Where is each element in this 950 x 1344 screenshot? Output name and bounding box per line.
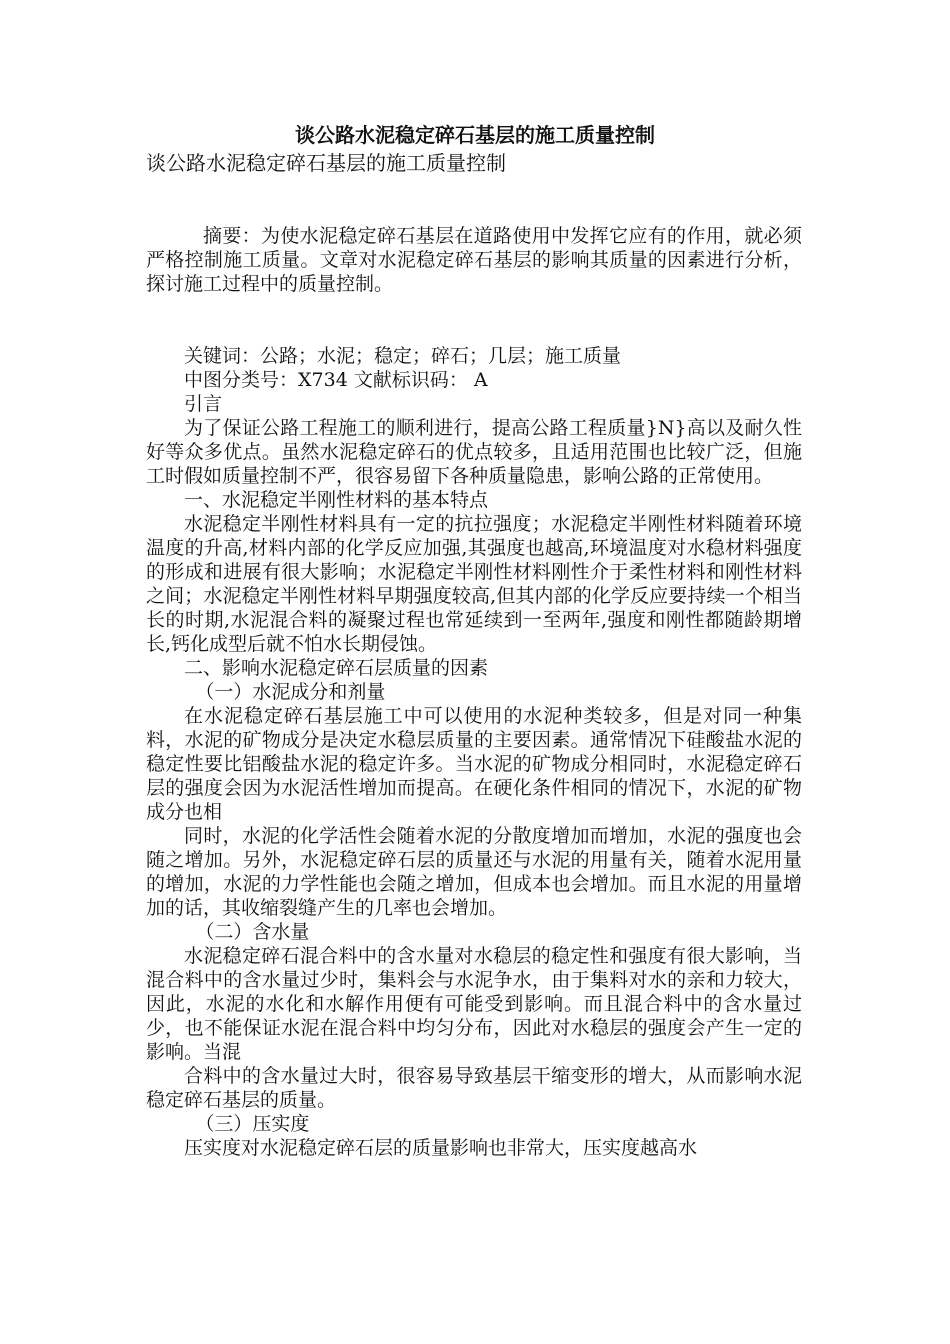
spacer [146, 200, 802, 224]
subsection2-heading: （二）含水量 [195, 921, 310, 943]
spacer [146, 296, 802, 320]
section1-paragraph: 水泥稳定半刚性材料具有一定的抗拉强度；水泥稳定半刚性材料随着环境温度的升高,材料内部的化学反应加强,其强度也越高,环境温度对水稳材料强度的形成和进展有很大影响；水泥稳定半刚性材料刚性介于柔性材料和刚性材料之间；水泥稳定半刚性材料早期强度较高,但其内部的化学反应要持续一个相当长的时期,水泥混合料的凝聚过程也常延续到一至两年,强度和刚性都随龄期增长,钙化成型后就不怕水长期侵蚀。 [146, 513, 802, 655]
abstract-paragraph: 摘要：为使水泥稳定碎石基层在道路使用中发挥它应有的作用，就必须严格控制施工质量。文章对水泥稳定碎石基层的影响其质量的因素进行分析，探讨施工过程中的质量控制。 [146, 225, 802, 295]
section2-heading: 二、影响水泥稳定碎石层质量的因素 [184, 657, 489, 679]
document-subtitle: 谈公路水泥稳定碎石基层的施工质量控制 [146, 151, 506, 175]
keywords-line: 关键词：公路；水泥；稳定；碎石；几层；施工质量 [184, 345, 622, 367]
intro-heading: 引言 [184, 393, 223, 415]
intro-paragraph: 为了保证公路工程施工的顺利进行，提高公路工程质量}N}高以及耐久性好等众多优点。虽然水泥稳定碎石的优点较多，且适用范围也比较广泛，但施工时假如质量控制不严，很容易留下各种质量隐患，影响公路的正常使用。 [146, 417, 802, 487]
document-title: 谈公路水泥稳定碎石基层的施工质量控制 [295, 123, 655, 147]
document-body [146, 200, 802, 1160]
subsection1-paragraph-b: 同时，水泥的化学活性会随着水泥的分散度增加而增加，水泥的强度也会随之增加。另外，水泥稳定碎石层的质量还与水泥的用量有关，随着水泥用量的增加，水泥的力学性能也会随之增加，但成本也会增加。而且水泥的用量增加的话，其收缩裂缝产生的几率也会增加。 [146, 825, 802, 919]
subsection2-paragraph-a: 水泥稳定碎石混合料中的含水量对水稳层的稳定性和强度有很大影响，当混合料中的含水量过少时，集料会与水泥争水，由于集料对水的亲和力较大，因此，水泥的水化和水解作用便有可能受到影响。而且混合料中的含水量过少，也不能保证水泥在混合料中均匀分布，因此对水稳层的强度会产生一定的影响。当混 [146, 945, 802, 1063]
subsection3-heading: （三）压实度 [195, 1113, 310, 1135]
classification-line: 中图分类号：X734 文献标识码： A [184, 369, 488, 391]
subsection3-paragraph: 压实度对水泥稳定碎石层的质量影响也非常大，压实度越高水 [184, 1137, 698, 1159]
spacer [146, 320, 802, 344]
subsection2-paragraph-b: 合料中的含水量过大时，很容易导致基层干缩变形的增大，从而影响水泥稳定碎石基层的质量。 [146, 1065, 802, 1111]
subsection1-heading: （一）水泥成分和剂量 [195, 681, 386, 703]
section1-heading: 一、水泥稳定半刚性材料的基本特点 [184, 489, 489, 511]
subsection1-paragraph-a: 在水泥稳定碎石基层施工中可以使用的水泥种类较多，但是对同一种集料，水泥的矿物成分是决定水稳层质量的主要因素。通常情况下硅酸盐水泥的稳定性要比铝酸盐水泥的稳定许多。当水泥的矿物成分相同时，水泥稳定碎石层的强度会因为水泥活性增加而提高。在硬化条件相同的情况下，水泥的矿物成分也相 [146, 705, 802, 823]
